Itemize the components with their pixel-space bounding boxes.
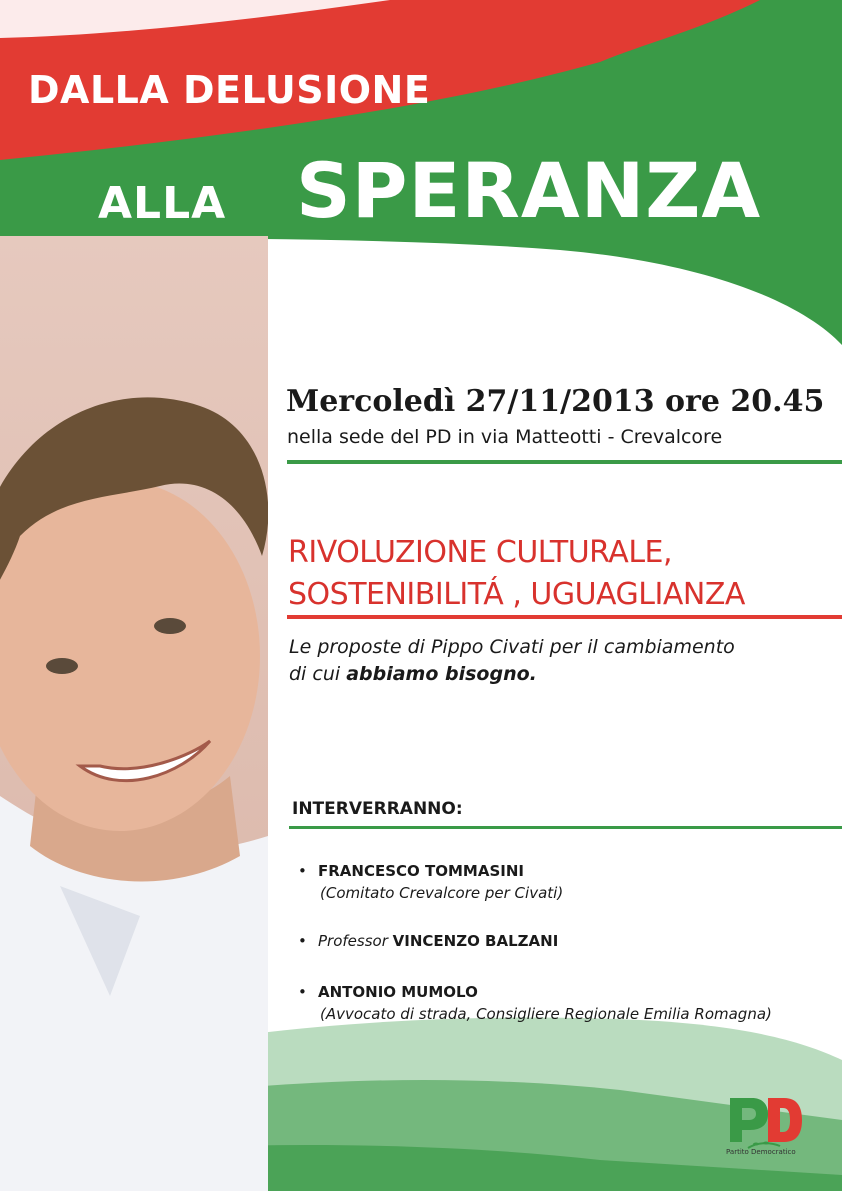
- speaker-portrait-photo: [0, 236, 268, 1191]
- header-line-1: DALLA DELUSIONE: [28, 68, 431, 112]
- speaker-role: (Comitato Crevalcore per Civati): [320, 884, 564, 902]
- speaker-name: VINCENZO BALZANI: [392, 932, 559, 950]
- event-venue: nella sede del PD in via Matteotti - Crevalcore: [287, 426, 723, 448]
- speaker-prefix: Professor: [318, 932, 393, 950]
- headline-line-2: SOSTENIBILITÁ , UGUAGLIANZA: [288, 577, 745, 612]
- bullet: •: [298, 862, 307, 880]
- speaker-name: FRANCESCO TOMMASINI: [318, 862, 524, 880]
- divider-green-speakers: [289, 826, 842, 829]
- subtitle-line-2-bold: abbiamo bisogno.: [346, 663, 537, 685]
- speaker-role: (Avvocato di strada, Consigliere Regionale Emilia Romagna): [320, 1005, 772, 1023]
- speakers-heading: INTERVERRANNO:: [292, 799, 463, 819]
- speaker-name: ANTONIO MUMOLO: [318, 983, 478, 1001]
- speaker-item: [298, 862, 563, 902]
- speaker-item: [298, 983, 772, 1023]
- subtitle: [289, 634, 735, 688]
- bullet: •: [298, 983, 307, 1001]
- speaker-item: [298, 932, 558, 950]
- subtitle-line-2: [289, 661, 735, 688]
- bullet: •: [298, 932, 307, 950]
- header-line-2-alla: ALLA: [98, 178, 227, 229]
- event-date: Mercoledì 27/11/2013 ore 20.45: [286, 384, 825, 419]
- divider-red: [287, 615, 842, 619]
- headline-line-1: RIVOLUZIONE CULTURALE,: [288, 535, 673, 570]
- subtitle-line-2-plain: di cui: [289, 663, 347, 685]
- subtitle-line-1: Le proposte di Pippo Civati per il cambiamento: [289, 636, 735, 658]
- divider-green: [287, 460, 842, 464]
- headline: [288, 532, 745, 616]
- header-line-2-speranza: SPERANZA: [296, 146, 762, 235]
- logo-caption: Partito Democratico: [726, 1148, 796, 1156]
